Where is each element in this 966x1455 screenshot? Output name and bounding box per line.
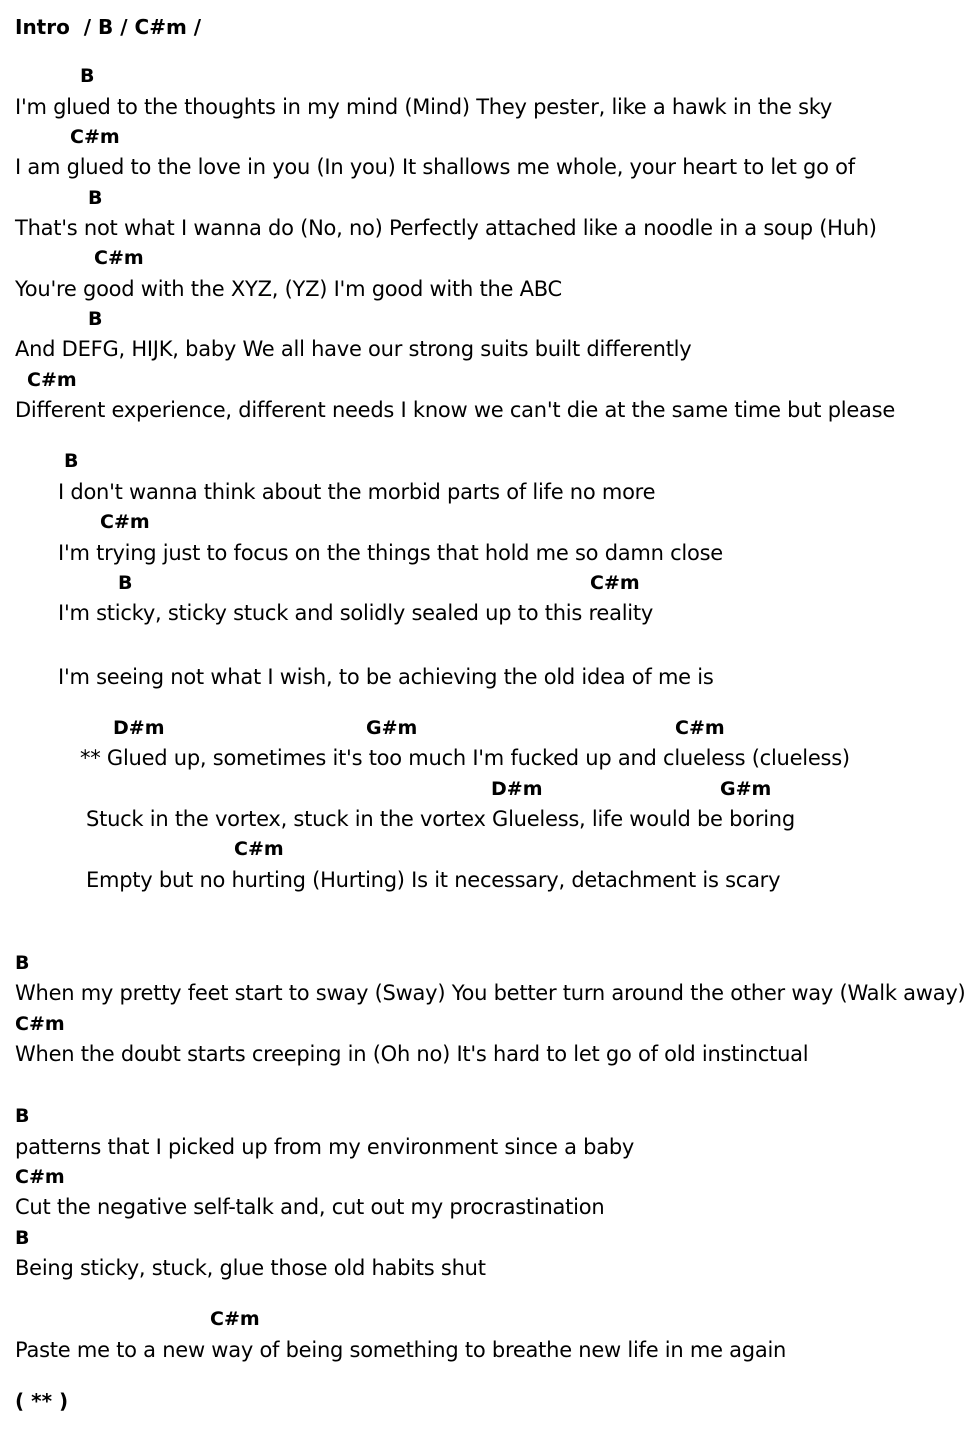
- chord: G#m: [366, 717, 418, 739]
- chord: B: [88, 187, 103, 209]
- lyric-line: I am glued to the love in you (In you) It shallows me whole, your heart to let go of: [15, 155, 855, 179]
- chord: C#m: [234, 838, 284, 860]
- chord: C#m: [94, 247, 144, 269]
- chord: B: [88, 308, 103, 330]
- chorus-repeat-marker: ( ** ): [15, 1389, 69, 1413]
- chord: B: [80, 65, 95, 87]
- chord: C#m: [675, 717, 725, 739]
- chord: B: [64, 450, 79, 472]
- chord: C#m: [590, 572, 640, 594]
- lyric-line: You're good with the XYZ, (YZ) I'm good with the ABC: [15, 277, 562, 301]
- lyric-line: I'm trying just to focus on the things that hold me so damn close: [58, 541, 723, 565]
- chord: C#m: [210, 1308, 260, 1330]
- lyric-line: When my pretty feet start to sway (Sway) You better turn around the other way (Walk away): [15, 981, 966, 1005]
- chord: C#m: [70, 126, 120, 148]
- lyric-line: And DEFG, HIJK, baby We all have our strong suits built differently: [15, 337, 692, 361]
- chord: C#m: [15, 1013, 65, 1035]
- lyric-line: I don't wanna think about the morbid parts of life no more: [58, 480, 656, 504]
- chord: C#m: [100, 511, 150, 533]
- lyric-line: That's not what I wanna do (No, no) Perfectly attached like a noodle in a soup (Huh): [15, 216, 877, 240]
- chord: C#m: [15, 1166, 65, 1188]
- chord: B: [15, 1227, 30, 1249]
- lyric-line: ** Glued up, sometimes it's too much I'm fucked up and clueless (clueless): [80, 746, 850, 770]
- chord: B: [118, 572, 133, 594]
- lyric-line: I'm seeing not what I wish, to be achieving the old idea of me is: [58, 665, 714, 689]
- lyric-line: Stuck in the vortex, stuck in the vortex Glueless, life would be boring: [86, 807, 795, 831]
- lyric-line: Empty but no hurting (Hurting) Is it necessary, detachment is scary: [86, 868, 781, 892]
- lyric-line: Being sticky, stuck, glue those old habits shut: [15, 1256, 486, 1280]
- lyric-line: Cut the negative self-talk and, cut out my procrastination: [15, 1195, 605, 1219]
- intro-line: Intro / B / C#m /: [15, 15, 202, 39]
- chord: D#m: [113, 717, 165, 739]
- lyric-line: patterns that I picked up from my environment since a baby: [15, 1135, 635, 1159]
- chord: B: [15, 952, 30, 974]
- chord: G#m: [720, 778, 772, 800]
- lyric-line: I'm sticky, sticky stuck and solidly sealed up to this reality: [58, 601, 654, 625]
- lyric-line: When the doubt starts creeping in (Oh no) It's hard to let go of old instinctual: [15, 1042, 809, 1066]
- lyric-line: Paste me to a new way of being something to breathe new life in me again: [15, 1338, 787, 1362]
- lyric-line: Different experience, different needs I know we can't die at the same time but please: [15, 398, 896, 422]
- chord: D#m: [491, 778, 543, 800]
- chord: B: [15, 1105, 30, 1127]
- lyric-line: I'm glued to the thoughts in my mind (Mind) They pester, like a hawk in the sky: [15, 95, 833, 119]
- chord: C#m: [27, 369, 77, 391]
